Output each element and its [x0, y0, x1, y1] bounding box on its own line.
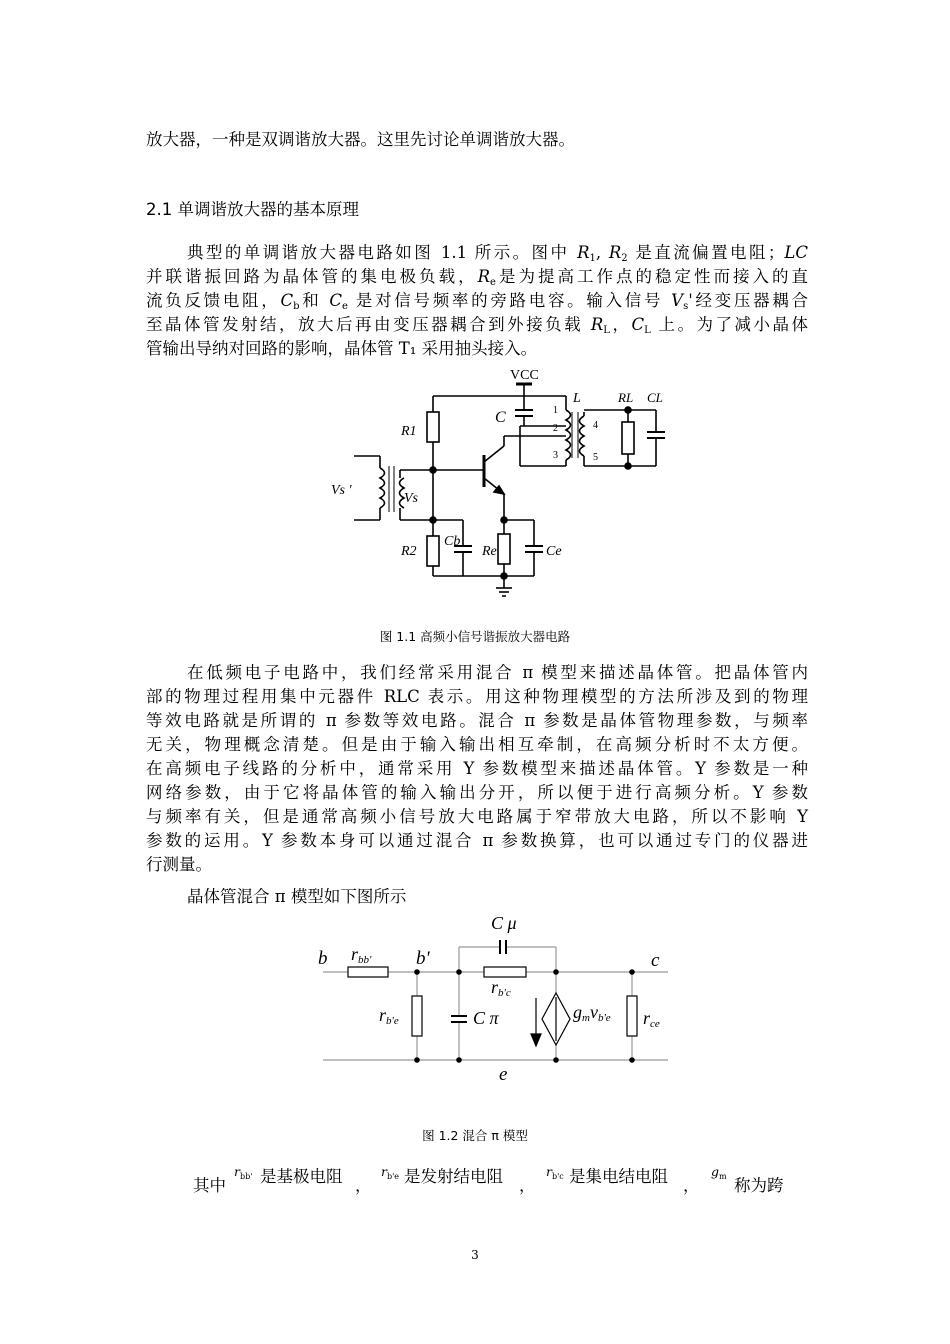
- para2-line8: 参数的运用。Y 参数本身可以通过混合 π 参数换算，也可以通过专门的仪器进: [146, 831, 808, 850]
- page-number: 3: [471, 1248, 479, 1262]
- tap-4: 4: [593, 420, 598, 431]
- last-suffix: 称为跨: [734, 1176, 784, 1195]
- gm-vbe-label: gmvb'e: [573, 1002, 611, 1024]
- ce-label: Ce: [546, 544, 562, 559]
- c-label: C: [495, 409, 506, 426]
- vs-prime-label: Vs ′: [331, 483, 352, 498]
- section-heading: 2.1 单调谐放大器的基本原理: [146, 200, 359, 219]
- rl-label: RL: [618, 390, 634, 405]
- para2-line4: 无关，物理概念清楚。但是由于输入输出相互牵制，在高频分析时不太方便。: [146, 735, 808, 754]
- para1-line1: 典型的单调谐放大器电路如图 1.1 所示。图中 $R_1$, $R_2$ 是直流偏置电阻；LC: [187, 243, 808, 264]
- rce-label: rce: [643, 1008, 660, 1030]
- comma-3: ，: [683, 1176, 700, 1195]
- para1-line4: 至晶体管发射结，放大后再由变压器耦合到外接负载 $R_L$，$C_L$ 上。为了减小晶体: [146, 315, 809, 336]
- node-b-prime-label: b': [416, 948, 430, 969]
- para2-line5: 在高频电子线路的分析中，通常采用 Y 参数模型来描述晶体管。Y 参数是一种: [146, 759, 808, 778]
- para2-line3: 等效电路就是所谓的 π 参数等效电路。混合 π 参数是晶体管物理参数，与频率: [146, 711, 808, 730]
- c-mu-label: C μ: [491, 913, 517, 933]
- r2-label: R2: [401, 544, 417, 559]
- text-rbe: 是发射结电阻: [404, 1167, 503, 1186]
- text-rbb: 是基极电阻: [260, 1167, 343, 1186]
- c-pi-label: C π: [473, 1008, 499, 1028]
- rbc-resistor: [484, 967, 526, 977]
- re-label: Re: [482, 544, 497, 559]
- comma-1: ，: [355, 1176, 372, 1195]
- last-prefix: 其中: [193, 1176, 226, 1195]
- tap-2: 2: [553, 423, 558, 434]
- rbb-label: rbb': [351, 944, 372, 966]
- para2-line9: 行测量。: [146, 855, 212, 874]
- node-e-label: e: [499, 1064, 508, 1085]
- tap-3: 3: [553, 450, 558, 461]
- l-label: L: [573, 391, 581, 406]
- symbol-gm: $g_m$: [711, 1164, 727, 1181]
- rbc-label: rb'c: [491, 977, 511, 999]
- para3: 晶体管混合 π 模型如下图所示: [187, 887, 407, 906]
- rbe-resistor: [412, 996, 422, 1036]
- figure1-caption: 图 1.1 高频小信号谐振放大器电路: [379, 629, 571, 644]
- vs-label: Vs: [404, 491, 418, 506]
- node-c-label: c: [651, 950, 660, 971]
- tap-5: 5: [593, 452, 598, 463]
- node-b-label: b: [318, 948, 328, 969]
- r1-label: R1: [401, 424, 417, 439]
- intro-line: 放大器，一种是双调谐放大器。这里先讨论单调谐放大器。: [146, 130, 575, 149]
- current-arrow: [531, 1034, 541, 1046]
- rbe-label: rb'e: [379, 1005, 399, 1027]
- vcc-label: VCC: [510, 368, 539, 383]
- rce-resistor: [627, 996, 637, 1036]
- para1-line2: 并联谐振回路为晶体管的集电极负载，$R_e$是为提高工作点的稳定性而接入的直: [146, 267, 809, 288]
- comma-2: ，: [519, 1176, 536, 1195]
- para2-line2: 部的物理过程用集中元器件 RLC 表示。用这种物理模型的方法所涉及到的物理: [146, 687, 808, 706]
- rbb-resistor: [348, 967, 388, 977]
- symbol-rbc: $r_{b'c}$: [546, 1164, 564, 1181]
- cl-label: CL: [647, 390, 663, 405]
- figure2-caption: 图 1.2 混合 π 模型: [422, 1128, 528, 1143]
- para2-line7: 与频率有关，但是通常高频小信号放大电路属于窄带放大电路，所以不影响 Y: [146, 807, 808, 826]
- cb-label: Cb: [444, 534, 461, 549]
- para2-line1: 在低频电子电路中，我们经常采用混合 π 模型来描述晶体管。把晶体管内: [187, 663, 808, 682]
- para1-line3: 流负反馈电阻，$C_b$和 $C_e$ 是对信号频率的旁路电容。输入信号 $V_s'$经变压器耦合: [146, 291, 809, 312]
- text-rbc: 是集电结电阻: [569, 1167, 668, 1186]
- para2-line6: 网络参数，由于它将晶体管的输入输出分开，所以便于进行高频分析。Y 参数: [146, 783, 808, 802]
- para1-line5: 管输出导纳对回路的影响，晶体管 T₁ 采用抽头接入。: [146, 339, 538, 358]
- tap-1: 1: [553, 405, 558, 416]
- symbol-rbb: $r_{bb'}$: [234, 1164, 253, 1181]
- symbol-rbe: $r_{b'e}$: [381, 1164, 400, 1181]
